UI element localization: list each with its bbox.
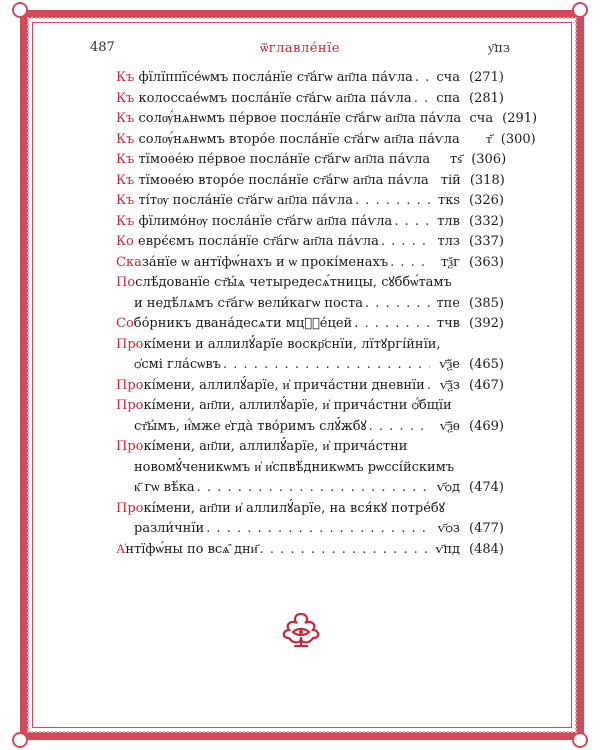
- dot-leader: [197, 478, 430, 499]
- red-initial: Къ: [116, 193, 135, 208]
- cyrillic-page-number: тлв: [437, 213, 460, 229]
- page-number-cyrillic: у҃пз: [487, 41, 510, 56]
- red-initial: Къ: [116, 111, 135, 126]
- toc-entry-title: [116, 191, 353, 212]
- dot-leader: [414, 89, 430, 110]
- toc-entry-line: [116, 150, 507, 171]
- toc-entry-text: кі́мени, ап҃ли, аллилꙋ́арїе, и҆ прича́стни: [143, 439, 408, 454]
- cyrillic-page-number: сча: [469, 111, 494, 126]
- cyrillic-page-number: тѕ҃: [449, 152, 463, 167]
- toc-entry-line: [116, 68, 504, 89]
- arabic-page-number: (318): [469, 172, 505, 188]
- toc-entry-line: [116, 171, 504, 192]
- cyrillic-page-number: т҃: [486, 131, 492, 147]
- red-initial: Про: [116, 336, 144, 352]
- toc-entry-text: слѣ́дованїе ст҃ы́ѧ четыредесѧ́тницы, сꙋббѡ́тамъ: [135, 275, 452, 290]
- arabic-page-number: (474): [469, 480, 504, 495]
- arabic-page-number: (271): [469, 70, 504, 85]
- toc-entry-text: солѹ́нѧнѡмъ пе́рвое посла́нїе ст҃а́гѡ ап҃ла па́ѵла: [134, 111, 462, 126]
- dot-leader: [390, 253, 430, 274]
- toc-entry-title: [116, 171, 429, 192]
- toc-entry-title: [116, 130, 460, 151]
- toc-entry-title: [116, 89, 412, 110]
- toc-entry-line: [116, 376, 504, 397]
- toc-entry-text: кі́мени и аллилꙋ́арїе воскр҃снїи, лїтꙋргі́йнїи,: [143, 336, 441, 352]
- toc-entry: [116, 150, 507, 171]
- red-initial: Къ: [116, 70, 135, 85]
- toc-entry-text: ѻ҆смі гла́сѡвъ: [134, 357, 221, 372]
- toc-entry-line: [116, 437, 504, 458]
- toc-entry-text: бо́рникъ двана́десѧти мцⷭ҇е́цей: [133, 316, 353, 331]
- cyrillic-page-number: спа: [436, 90, 460, 106]
- toc-entry-line: [116, 109, 538, 130]
- toc-entry-line: [116, 191, 504, 212]
- toc-entry-text: новомꙋ́ченикѡмъ и҆ и҆спвѣ́дникѡмъ рѡссі́йскимъ: [134, 459, 455, 475]
- toc-entry-title: [116, 109, 461, 130]
- dot-leader: [365, 294, 430, 315]
- toc-entry-title: [116, 335, 441, 356]
- toc-entry-title: [116, 68, 413, 89]
- arabic-page-number: (465): [469, 357, 504, 372]
- red-initial: А҆: [116, 541, 126, 557]
- toc-entry: [116, 499, 504, 540]
- toc-entry-title: [116, 232, 379, 253]
- cyrillic-page-number: ѵ҃ѻз: [437, 521, 460, 536]
- toc-entry: [116, 191, 504, 212]
- toc-entry: [116, 437, 504, 499]
- corner-ornament-top-left: [12, 2, 28, 18]
- red-initial: Про: [116, 439, 144, 454]
- corner-ornament-bottom-right: [572, 732, 588, 748]
- toc-entry-text: нтїфѡ́ны по всѧ̑ дни҃: [125, 541, 258, 557]
- toc-entry-text: разли́чнїи: [134, 521, 205, 536]
- toc-entry-text: фїлимо́нѹ посла́нїе ст҃а́гѡ ап҃ла па́ѵла: [134, 213, 393, 229]
- toc-entry: [116, 314, 504, 335]
- arabic-page-number: (332): [469, 213, 504, 229]
- corner-ornament-bottom-left: [12, 732, 28, 748]
- toc-entry-text: колоссае́ѡмъ посла́нїе ст҃а́гѡ ап҃ла па́ѵла: [134, 90, 412, 106]
- toc-entry-continuation: [116, 458, 504, 479]
- red-initial: Къ: [116, 152, 135, 167]
- toc-entry-line: [116, 335, 504, 356]
- corner-ornament-top-right: [572, 2, 588, 18]
- arabic-page-number: (300): [500, 131, 536, 147]
- dot-leader: [427, 376, 430, 397]
- arabic-page-number: (469): [469, 418, 504, 434]
- toc-entry-title: [116, 273, 452, 294]
- toc-entry-line: [116, 499, 504, 520]
- toc-entry-line: [116, 130, 536, 151]
- toc-entry: [116, 376, 504, 397]
- toc-entry-text: ст҃ы́мъ, и҆́мже е҆гда̀ тво́римъ слꙋ́жбꙋ: [134, 418, 367, 434]
- toc-entry: [116, 130, 536, 151]
- toc-entry-text: фїлїппїсе́ѡмъ посла́нїе ст҃а́гѡ ап҃ла па́ѵла: [134, 70, 413, 85]
- toc-entry-text: за́нїе ѡ антїфѡ́нахъ и ѡ прокі́менахъ: [141, 254, 389, 270]
- toc-entry-line: [116, 253, 504, 274]
- red-initial: Ко: [116, 234, 134, 249]
- arabic-page-number: (326): [469, 193, 504, 208]
- cyrillic-page-number: ѵ҃ѻд: [436, 480, 460, 495]
- toc-entry-text: кі́мени, аллилꙋ́арїе, и҆ прича́стни дневнїи: [143, 377, 425, 393]
- red-initial: Къ: [116, 90, 135, 106]
- toc-entry-text: тїмоѳе́ю второ́е посла́нїе ст҃а́гѡ ап҃ла па́ѵла: [134, 172, 429, 188]
- toc-entry-continuation: [116, 294, 504, 315]
- toc-entry-title: [116, 396, 452, 417]
- toc-entry-text: и недѣ́лѧмъ ст҃а́гѡ вели́кагѡ поста: [134, 295, 364, 311]
- toc-entry-text: кі́мени, ап҃ли, аллилꙋ́арїе, и҆ прича́стни ѻ҆́бщїи: [143, 398, 452, 413]
- toc-entry: [116, 335, 504, 376]
- toc-entry-continuation: [116, 519, 504, 540]
- arabic-page-number: (281): [469, 90, 504, 106]
- page-title: ѿглавле́нїе: [260, 41, 340, 56]
- dot-leader: [355, 191, 430, 212]
- toc-entry-line: [116, 89, 504, 110]
- toc-entry-line: [116, 232, 504, 253]
- red-initial: Къ: [116, 131, 135, 147]
- cyrillic-page-number: сча: [436, 70, 460, 85]
- cyrillic-page-number: тій: [440, 172, 461, 188]
- toc-entry: [116, 171, 504, 192]
- toc-entry: [116, 89, 504, 110]
- red-initial: Со: [116, 316, 134, 331]
- cyrillic-page-number: тпе: [436, 295, 460, 311]
- toc-entry: [116, 540, 504, 561]
- dot-leader: [394, 212, 430, 233]
- arabic-page-number: (291): [502, 111, 538, 126]
- page-number-arabic: 487: [90, 40, 115, 55]
- toc-entry-continuation: [116, 478, 504, 499]
- red-initial: По: [116, 275, 136, 290]
- dot-leader: [369, 417, 430, 438]
- toc-entry: [116, 232, 504, 253]
- cyrillic-page-number: тѯг: [440, 254, 460, 270]
- arabic-page-number: (484): [469, 541, 504, 557]
- arabic-page-number: (392): [469, 316, 504, 331]
- toc-entry-line: [116, 212, 504, 233]
- red-initial: Къ: [116, 213, 135, 229]
- toc-entry-text: еврє́ємъ посла́нїе ст҃а́гѡ ап҃ла па́ѵла: [133, 234, 379, 249]
- arabic-page-number: (363): [469, 254, 504, 270]
- toc-entry: [116, 109, 538, 130]
- red-initial: Про: [116, 377, 144, 393]
- cyrillic-page-number: ѵ҃ѯе: [439, 357, 460, 372]
- dot-leader: [223, 355, 430, 376]
- toc-entry: [116, 212, 504, 233]
- toc-entry-title: [116, 314, 352, 335]
- cyrillic-page-number: тчв: [436, 316, 460, 331]
- cyrillic-page-number: ѵ҃пд: [435, 541, 460, 557]
- toc-entry-text: солѹ́нѧнѡмъ второ́е посла́нїе ст҃а́гѡ ап҃ла па́ѵла: [134, 131, 460, 147]
- arabic-page-number: (337): [469, 234, 504, 249]
- toc-entry-title: [116, 499, 445, 520]
- toc-entry-line: [116, 540, 504, 561]
- cyrillic-page-number: ѵ҃ѯѳ: [440, 418, 460, 434]
- toc-entry-title: [116, 150, 430, 171]
- toc-entry-text: тїмоѳе́ю пе́рвое посла́нїе ст҃а́гѡ ап҃ла па́ѵла: [134, 152, 431, 167]
- toc-entry-title: [116, 376, 425, 397]
- cyrillic-page-number: тлз: [437, 234, 460, 249]
- arabic-page-number: (385): [469, 295, 504, 311]
- toc-entry-text: ті́тѹ посла́нїе ст҃а́гѡ ап҃ла па́ѵла: [134, 193, 353, 208]
- red-initial: Ска: [116, 254, 142, 270]
- toc-entry-text: кі́мени, ап҃ли и҆ аллилꙋ́арїе, на вся́кꙋ потре́бꙋ: [143, 500, 445, 516]
- toc-entry: [116, 396, 504, 437]
- red-initial: Къ: [116, 172, 135, 188]
- dot-leader: [206, 519, 430, 540]
- arabic-page-number: (477): [469, 521, 504, 536]
- cyrillic-page-number: ѵ҃ѯз: [440, 377, 460, 393]
- toc-entry-title: [116, 437, 407, 458]
- page-header: [90, 40, 510, 60]
- dot-leader: [381, 232, 430, 253]
- toc-entry: [116, 68, 504, 89]
- toc-entry-title: [116, 540, 258, 561]
- dot-leader: [415, 68, 430, 89]
- toc-entry-line: [116, 273, 504, 294]
- toc-entry-line: [116, 396, 504, 417]
- toc-entry-line: [116, 314, 504, 335]
- arabic-page-number: (467): [469, 377, 504, 393]
- toc-entry-title: [116, 253, 388, 274]
- toc-entry: [116, 253, 504, 274]
- cyrillic-page-number: ткѕ: [438, 193, 460, 208]
- dot-leader: [354, 314, 430, 335]
- red-initial: Про: [116, 500, 144, 516]
- toc-entry-title: [116, 212, 392, 233]
- toc-entry-text: к҃ гѡ вѣ́ка: [134, 480, 195, 495]
- table-of-contents: [116, 68, 538, 560]
- toc-entry: [116, 273, 504, 314]
- arabic-page-number: (306): [471, 152, 507, 167]
- floral-knot-ornament-icon: [275, 610, 327, 650]
- dot-leader: [260, 540, 430, 561]
- toc-entry-continuation: [116, 417, 504, 438]
- toc-entry-continuation: [116, 355, 504, 376]
- red-initial: Про: [116, 398, 144, 413]
